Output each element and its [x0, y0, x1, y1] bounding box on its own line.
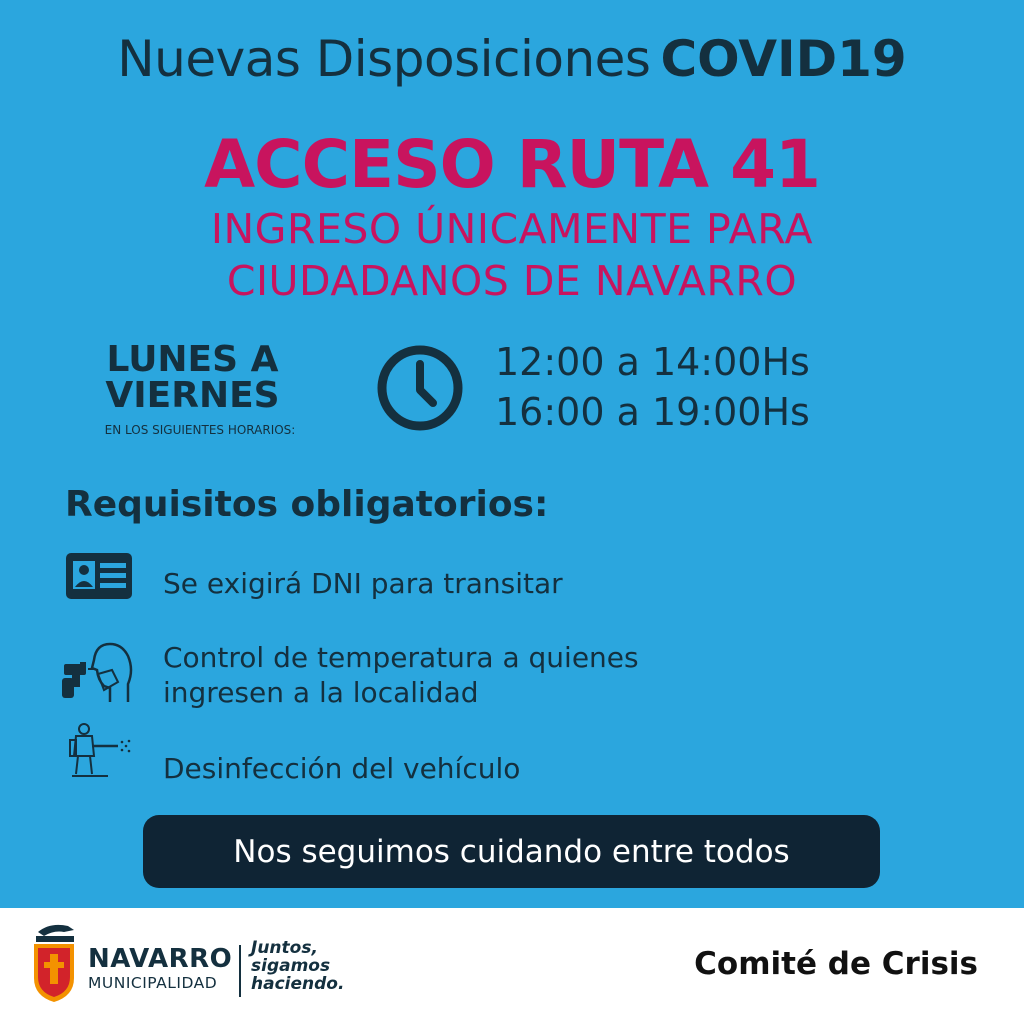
requirement-text: Desinfección del vehículo [163, 752, 521, 785]
days-line-2: VIERNES [105, 375, 280, 416]
slogan-line-3: haciendo. [251, 974, 345, 994]
divider [239, 945, 241, 997]
title-bold: COVID19 [660, 30, 907, 88]
time-slot-2: 16:00 a 19:00Hs [495, 390, 810, 434]
brand-name: NAVARRO [88, 944, 233, 974]
requirement-item-disinfection [163, 751, 520, 786]
id-card-icon [66, 553, 132, 599]
subline-1: INGRESO ÚNICAMENTE PARA [210, 205, 814, 253]
banner-text: Nos seguimos cuidando entre todos [233, 834, 790, 870]
committee-label: Comité de Crisis [694, 946, 978, 982]
subline-2: CIUDADANOS DE NAVARRO [226, 257, 798, 305]
requirement-item-temperature [163, 640, 639, 710]
clock-icon [374, 342, 466, 434]
requirement-text-line-2: ingresen a la localidad [163, 676, 479, 709]
brand-subtitle: MUNICIPALIDAD [88, 974, 218, 992]
closing-banner [143, 815, 880, 888]
page-title [0, 30, 1024, 88]
slogan-line-1: Juntos, [251, 938, 318, 958]
disinfection-sprayer-icon [64, 722, 134, 780]
requirement-text: Se exigirá DNI para transitar [163, 567, 563, 600]
municipal-shield-logo [30, 922, 78, 1004]
slogan [251, 939, 344, 993]
requirement-text-line-1: Control de temperatura a quienes [163, 641, 639, 674]
days-note: EN LOS SIGUIENTES HORARIOS: [104, 423, 296, 437]
time-slot-1: 12:00 a 14:00Hs [495, 340, 810, 384]
requirements-title: Requisitos obligatorios: [65, 484, 549, 525]
slogan-line-2: sigamos [251, 956, 331, 976]
days-line-1: LUNES A [106, 339, 279, 380]
headline: ACCESO RUTA 41 [204, 126, 820, 203]
days-label [100, 339, 285, 416]
footer [0, 908, 1024, 1024]
title-light: Nuevas Disposiciones [117, 30, 651, 88]
requirement-item-dni [163, 566, 563, 601]
thermometer-gun-icon [58, 640, 136, 704]
